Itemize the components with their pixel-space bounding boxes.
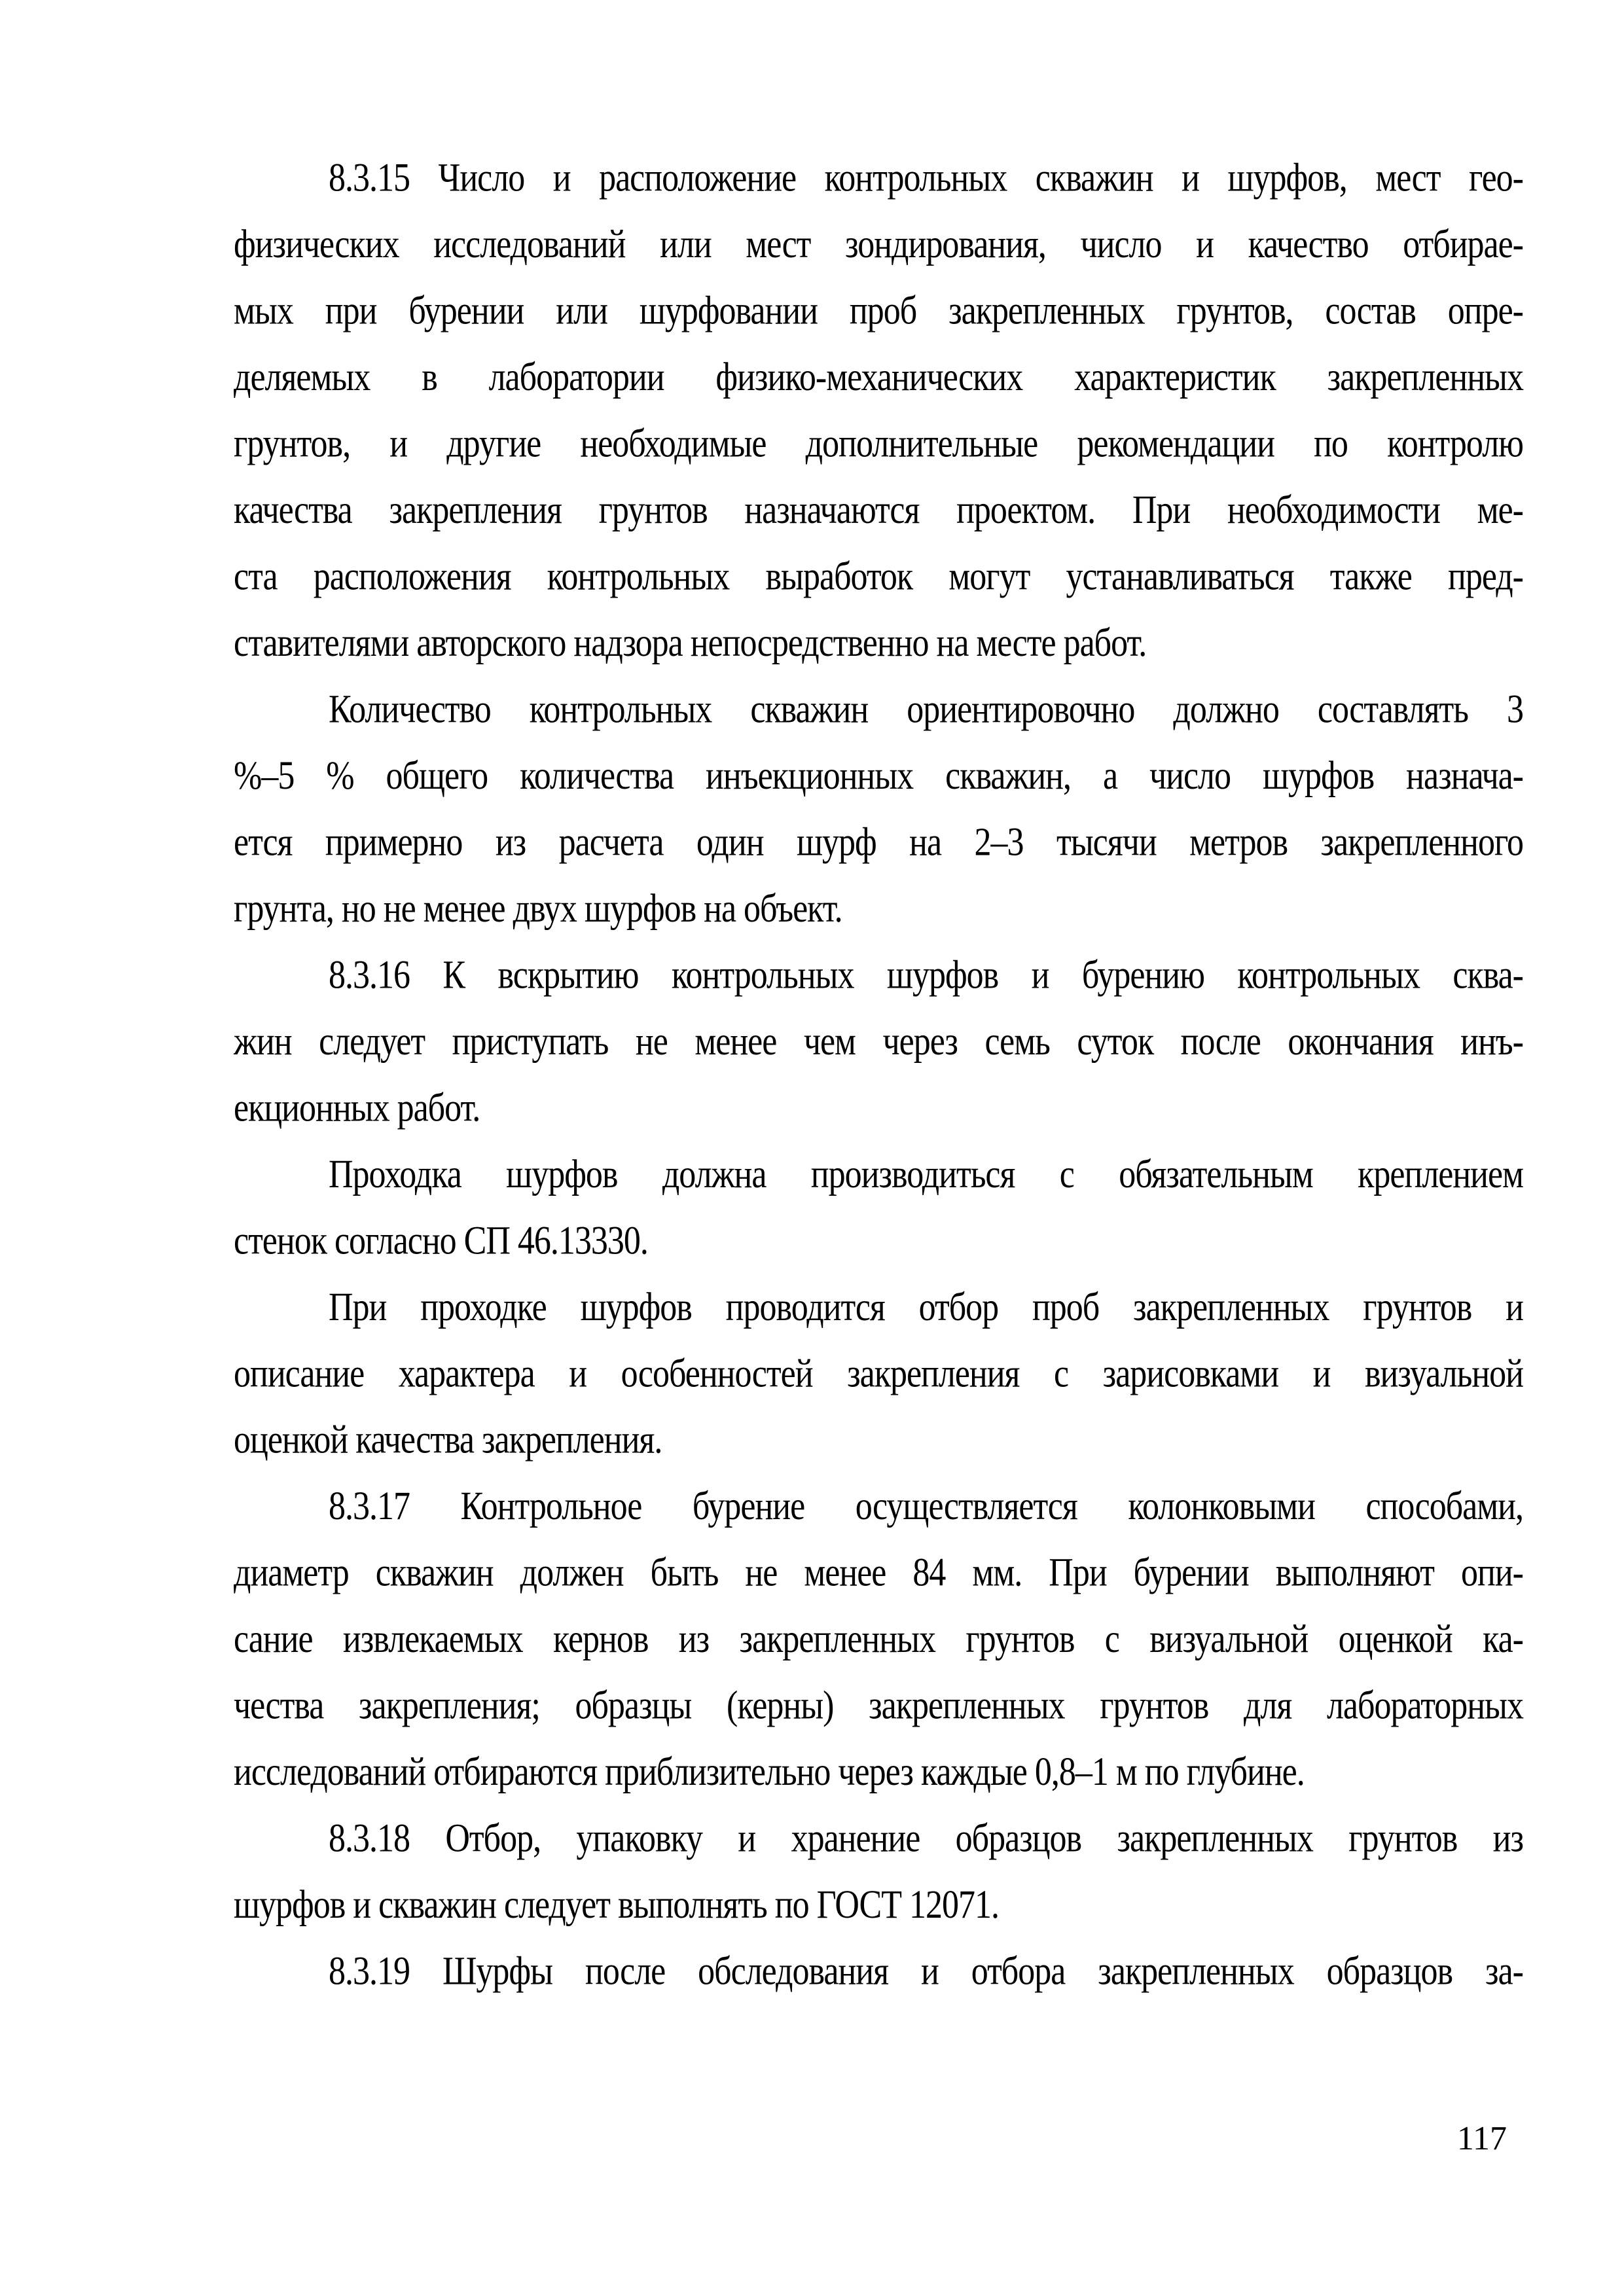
text-line: исследований отбираются приблизительно через каждые 0,8–1 м по глубине. [234,1750,1305,1795]
text-line: чества закрепления; образцы (керны) закрепленных грунтов для лабораторных [234,1683,1523,1728]
text-line: ставителями авторского надзора непосредственно на месте работ. [234,620,1147,666]
text-line: шурфов и скважин следует выполнять по ГОСТ 12071. [234,1883,999,1928]
text-line: Количество контрольных скважин ориентировочно должно составлять 3 [329,687,1523,732]
text-line: оценкой качества закрепления. [234,1418,662,1462]
text-line: При проходке шурфов проводится отбор проб закрепленных грунтов и [329,1285,1523,1329]
text-line: екционных работ. [234,1086,480,1130]
document-text [234,145,1523,2005]
text-line: физических исследований или мест зондирования, число и качество отбирае- [234,223,1523,267]
page-number: 117 [1456,2120,1507,2157]
text-line: Проходка шурфов должна производиться с обязательным креплением [329,1152,1523,1196]
text-line: %–5 % общего количества инъекционных скважин, а число шурфов назнача- [234,753,1523,798]
text-line: грунтов, и другие необходимые дополнительные рекомендации по контролю [234,422,1523,466]
text-line: мых при бурении или шурфовании проб закрепленных грунтов, состав опре- [234,289,1523,333]
text-line: деляемых в лаборатории физико-механических характеристик закрепленных [234,355,1523,400]
text-line: 8.3.19 Шурфы после обследования и отбора закрепленных образцов за- [329,1949,1523,1994]
text-line: диаметр скважин должен быть не менее 84 мм. При бурении выполняют опи- [234,1551,1523,1595]
text-line: стенок согласно СП 46.13330. [234,1219,648,1263]
text-line: жин следует приступать не менее чем через семь суток после окончания инъ- [234,1019,1523,1064]
text-line: 8.3.16 К вскрытию контрольных шурфов и бурению контрольных сква- [329,953,1523,997]
text-line: описание характера и особенностей закрепления с зарисовками и визуальной [234,1352,1523,1396]
text-line: ется примерно из расчета один шурф на 2–3 тысячи метров закрепленного [234,820,1523,865]
text-line: 8.3.17 Контрольное бурение осуществляется колонковыми способами, [329,1484,1523,1529]
text-line: ста расположения контрольных выработок могут устанавливаться также пред- [234,554,1523,599]
text-line: 8.3.15 Число и расположение контрольных скважин и шурфов, мест гео- [329,156,1523,200]
text-line: сание извлекаемых кернов из закрепленных грунтов с визуальной оценкой ка- [234,1617,1523,1662]
text-line: 8.3.18 Отбор, упаковку и хранение образцов закрепленных грунтов из [329,1816,1523,1861]
text-line: качества закрепления грунтов назначаются проектом. При необходимости ме- [234,488,1523,533]
text-line: грунта, но не менее двух шурфов на объект. [234,886,842,931]
